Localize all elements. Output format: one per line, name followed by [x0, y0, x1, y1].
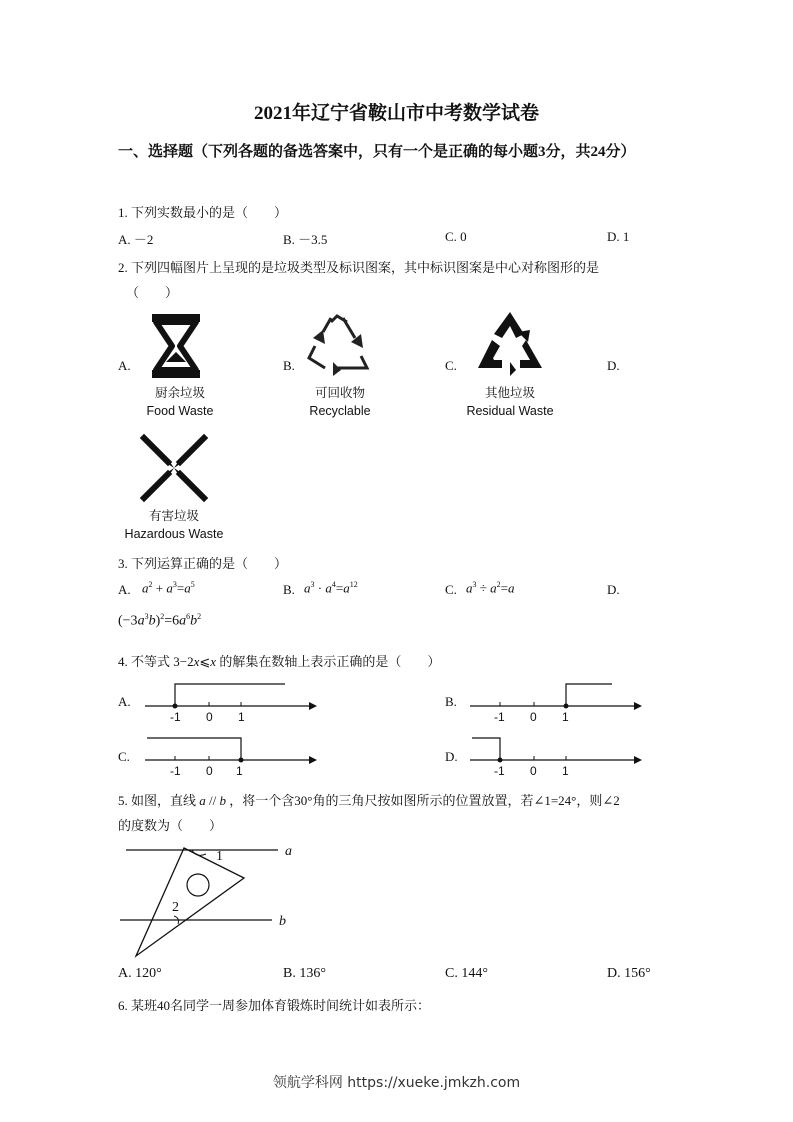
q5-option-d: D. 156° — [607, 966, 651, 981]
q4c-tick-0: 0 — [206, 764, 213, 778]
q4d-tick-neg1: -1 — [494, 764, 505, 778]
parallel-lines-triangle-figure — [118, 838, 308, 960]
residual-waste-en: Residual Waste — [466, 404, 554, 418]
q2-label-a: A. — [118, 358, 131, 373]
q3-label-c: C. — [445, 582, 457, 597]
q2-label-b: B. — [283, 358, 295, 373]
q4-label-c: C. — [118, 749, 130, 764]
q4a-tick-0: 0 — [206, 710, 213, 724]
q3-expr-d: $(-3a^3b)^2=6a^6b^2$ — [118, 612, 202, 629]
q4b-tick-neg1: -1 — [494, 710, 505, 724]
food-waste-en: Food Waste — [146, 404, 214, 418]
food-waste-icon — [150, 312, 206, 380]
q3-label-b: B. — [283, 582, 295, 597]
q4b-tick-0: 0 — [530, 710, 537, 724]
question-1-stem: 1. 下列实数最小的是（ ） — [118, 205, 288, 220]
q1-option-d: D. 1 — [607, 229, 630, 244]
q1-option-b: B. －3.5 — [283, 232, 328, 247]
residual-waste-cn: 其他垃圾 — [484, 386, 535, 400]
q5-option-a: A. 120° — [118, 966, 162, 981]
q4a-tick-1: 1 — [238, 710, 245, 724]
q4b-tick-1: 1 — [562, 710, 569, 724]
fig-label-angle1: 1 — [216, 849, 223, 864]
question-2-stem-cont: （ ） — [126, 285, 179, 300]
recyclable-en: Recyclable — [309, 404, 371, 418]
q1-option-c: C. 0 — [445, 229, 467, 244]
q3-label-a: A. — [118, 582, 131, 597]
q4-label-d: D. — [445, 749, 458, 764]
fig-label-a: a — [285, 844, 292, 859]
question-3-stem: 3. 下列运算正确的是（ ） — [118, 556, 288, 571]
hazardous-waste-cn: 有害垃圾 — [148, 509, 199, 523]
q4-label-b: B. — [445, 694, 457, 709]
fig-label-b: b — [279, 914, 286, 929]
question-6-stem: 6. 某班40名同学一周参加体育锻炼时间统计如表所示： — [118, 998, 431, 1013]
footer-watermark: 领航学科网 https://xueke.jmkzh.com — [272, 1075, 521, 1091]
q3-expr-b: $a^3 \cdot a^4=a^{12}$ — [304, 580, 358, 596]
section-heading: 一、选择题（下列各题的备选答案中，只有一个是正确的每小题3分，共24分） — [118, 144, 636, 160]
q3-expr-c: $a^3 \div a^2=a$ — [466, 580, 515, 596]
question-4-stem: 4. 不等式 3−2x⩽x 的解集在数轴上表示正确的是（ ） — [118, 654, 441, 669]
hazardous-waste-en: Hazardous Waste — [124, 527, 224, 541]
q2-label-d: D. — [607, 358, 620, 373]
food-waste-cn: 厨余垃圾 — [154, 386, 205, 400]
recyclable-cn: 可回收物 — [314, 386, 365, 400]
residual-waste-icon — [476, 310, 544, 378]
q5-option-c: C. 144° — [445, 966, 488, 981]
fig-label-angle2: 2 — [172, 900, 179, 915]
q4c-tick-neg1: -1 — [170, 764, 181, 778]
q4d-tick-0: 0 — [530, 764, 537, 778]
hazardous-waste-icon — [140, 434, 208, 502]
recyclable-icon — [305, 312, 373, 376]
question-2-stem: 2. 下列四幅图片上呈现的是垃圾类型及标识图案，其中标识图案是中心对称图形的是 — [118, 260, 600, 275]
q1-option-a: A. －2 — [118, 232, 154, 247]
question-5-stem: 5. 如图，直线 a // b ，将一个含30°角的三角尺按如图所示的位置放置，若∠1=24°，则∠2 — [118, 793, 620, 808]
q3-expr-a: $a^2 + a^3=a^5$ — [142, 580, 195, 596]
q4c-tick-1: 1 — [236, 764, 243, 778]
q4d-tick-1: 1 — [562, 764, 569, 778]
q3-label-d: D. — [607, 582, 620, 597]
q5-option-b: B. 136° — [283, 966, 326, 981]
page-title: 2021年辽宁省鞍山市中考数学试卷 — [253, 103, 539, 124]
q4-label-a: A. — [118, 694, 131, 709]
q4a-tick-neg1: -1 — [170, 710, 181, 724]
question-5-stem-cont: 的度数为（ ） — [118, 818, 223, 833]
q2-label-c: C. — [445, 358, 457, 373]
